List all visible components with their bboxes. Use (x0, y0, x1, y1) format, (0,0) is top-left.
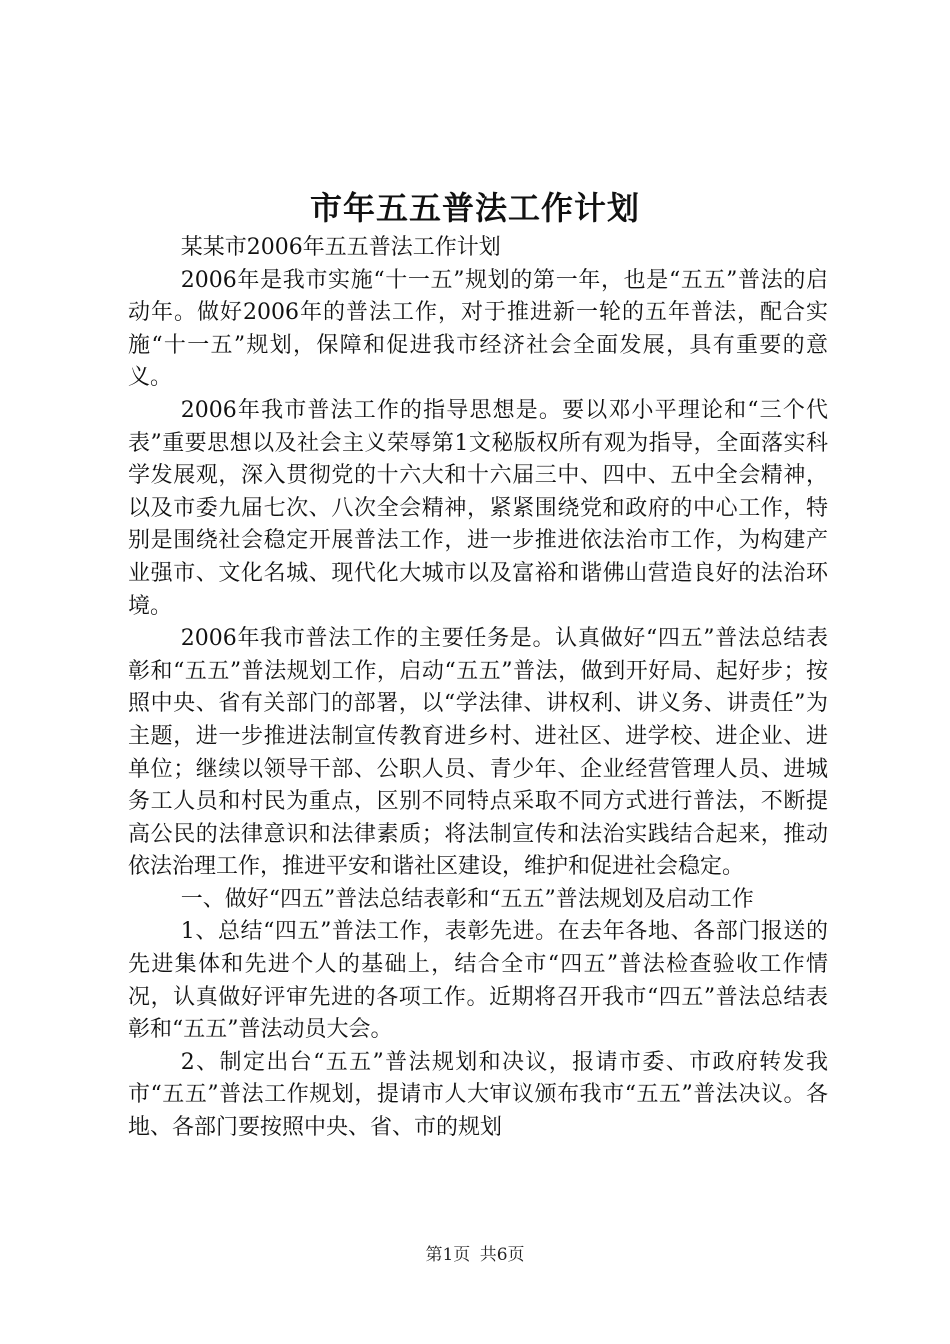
document-title: 市年五五普法工作计划 (309, 189, 640, 227)
paragraph: 2006年是我市实施“十一五”规划的第一年，也是“五五”普法的启动年。做好2006年的普法工作，对于推进新一轮的五年普法，配合实施“十一五”规划，保障和促进我市经济社会全面发展，具有重要的意义。 (128, 267, 828, 391)
paragraph: 1、总结“四五”普法工作，表彰先进。在去年各地、各部门报送的先进集体和先进个人的基础上，结合全市“四五”普法检查验收工作情况，认真做好评审先进的各项工作。近期将召开我市“四五”普法总结表彰和“五五”普法动员大会。 (128, 919, 828, 1043)
section-heading: 一、做好“四五”普法总结表彰和“五五”普法规划及启动工作 (180, 886, 754, 912)
document-body (128, 232, 828, 1145)
page-footer (0, 1240, 950, 1265)
paragraph: 2、制定出台“五五”普法规划和决议，报请市委、市政府转发我市“五五”普法工作规划，提请市人大审议颁布我市“五五”普法决议。各地、各部门要按照中央、省、市的规划 (128, 1049, 828, 1141)
paragraph: 2006年我市普法工作的主要任务是。认真做好“四五”普法总结表彰和“五五”普法规划工作，启动“五五”普法，做到开好局、起好步；按照中央、省有关部门的部署，以“学法律、讲权利、讲义务、讲责任”为主题，进一步推进法制宣传教育进乡村、进社区、进学校、进企业、进单位；继续以领导干部、公职人员、青少年、企业经营管理人员、进城务工人员和村民为重点，区别不同特点采取不同方式进行普法，不断提高公民的法律意识和法律素质；将法制宣传和法治实践结合起来，推动依法治理工作，推进平安和谐社区建设，维护和促进社会稳定。 (128, 626, 828, 880)
page-number: 第1页 (425, 1245, 471, 1265)
page-total: 共6页 (479, 1245, 525, 1265)
paragraph-subtitle: 某某市2006年五五普法工作计划 (180, 235, 501, 260)
paragraph: 2006年我市普法工作的指导思想是。要以邓小平理论和“三个代表”重要思想以及社会主义荣辱第1文秘版权所有观为指导，全面落实科学发展观，深入贯彻党的十六大和十六届三中、四中、五中全会精神，以及市委九届七次、八次全会精神，紧紧围绕党和政府的中心工作，特别是围绕社会稳定开展普法工作，进一步推进依法治市工作，为构建产业强市、文化名城、现代化大城市以及富裕和谐佛山营造良好的法治环境。 (128, 397, 828, 619)
